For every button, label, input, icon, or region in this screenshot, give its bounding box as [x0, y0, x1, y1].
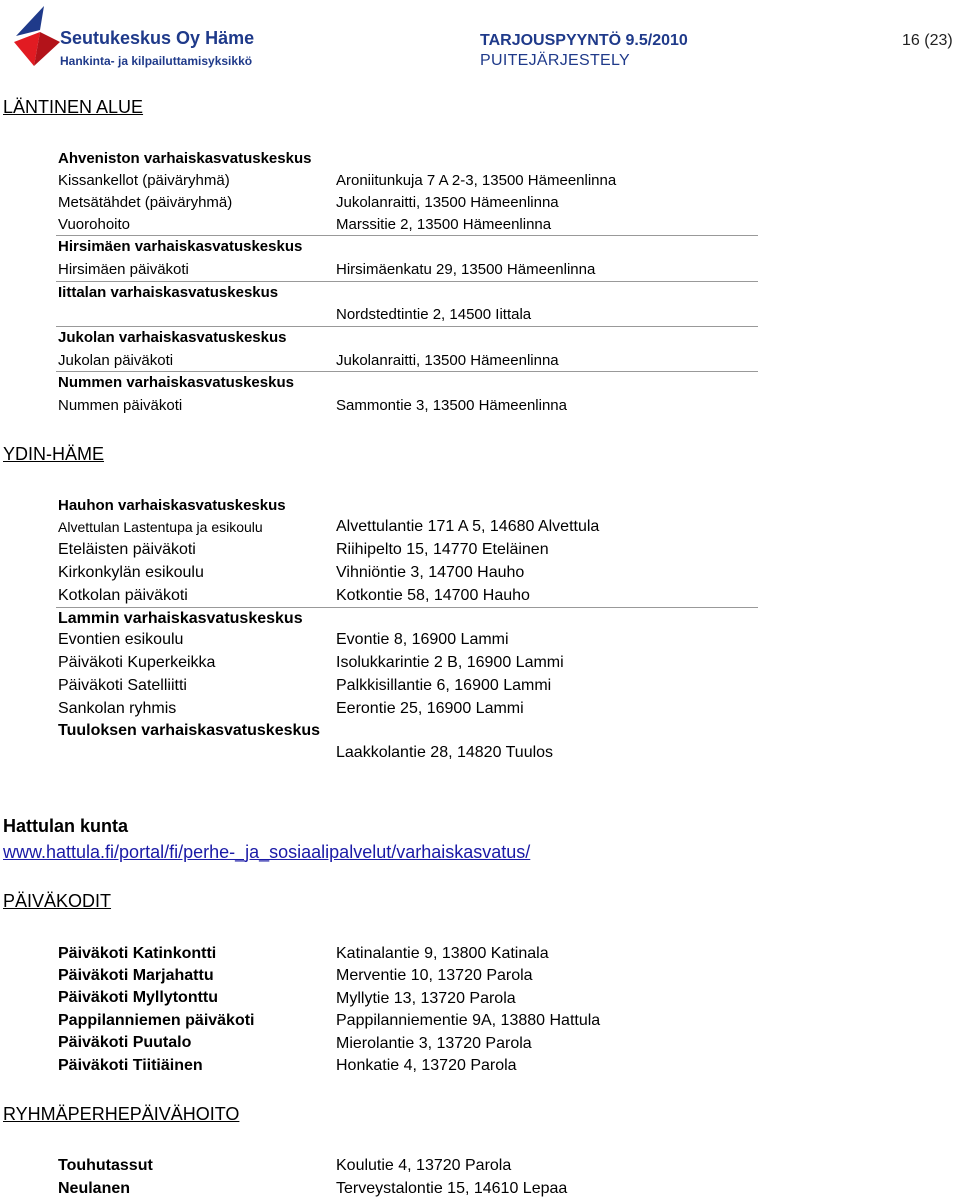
daycare-name: Neulanen: [58, 1180, 131, 1197]
unit-address: Hirsimäenkatu 29, 13500 Hämeenlinna: [336, 261, 596, 278]
unit-address: Evontie 8, 16900 Lammi: [336, 631, 509, 648]
daycare-address: Terveystalontie 15, 14610 Lepaa: [336, 1180, 568, 1197]
daycare-name: Päiväkoti Myllytonttu: [58, 989, 219, 1006]
unit-name: Nummen päiväkoti: [58, 397, 183, 414]
daycare-name: Päiväkoti Puutalo: [58, 1034, 192, 1051]
unit-name: Hirsimäen päiväkoti: [58, 261, 189, 278]
unit-name: Päiväkoti Satelliitti: [58, 677, 187, 694]
doc-title: TARJOUSPYYNTÖ 9.5/2010: [480, 32, 688, 49]
unit-name: Kotkolan päiväkoti: [58, 587, 188, 604]
unit-address: Sammontie 3, 13500 Hämeenlinna: [336, 397, 567, 414]
unit-name: Jukolan päiväkoti: [58, 352, 174, 369]
unit-address: Riihipelto 15, 14770 Eteläinen: [336, 541, 549, 558]
daycare-address: Pappilanniementie 9A, 13880 Hattula: [336, 1012, 601, 1029]
daycare-address: Merventie 10, 13720 Parola: [336, 967, 533, 984]
group-header: Ahveniston varhaiskasvatuskeskus: [58, 150, 312, 167]
unit-address: Kotkontie 58, 14700 Hauho: [336, 587, 530, 604]
daycare-name: Päiväkoti Tiitiäinen: [58, 1057, 203, 1074]
unit-address: Alvettulantie 171 A 5, 14680 Alvettula: [336, 518, 600, 535]
group-header: Tuuloksen varhaiskasvatuskeskus: [58, 722, 321, 739]
unit-address: Aroniitunkuja 7 A 2-3, 13500 Hämeenlinna: [336, 172, 617, 189]
unit-address: Marssitie 2, 13500 Hämeenlinna: [336, 216, 552, 233]
unit-address: Palkkisillantie 6, 16900 Lammi: [336, 677, 552, 694]
unit-address: Jukolanraitti, 13500 Hämeenlinna: [336, 352, 559, 369]
unit-name: Alvettulan Lastentupa ja esikoulu: [58, 519, 263, 535]
unit-address: Eerontie 25, 16900 Lammi: [336, 700, 524, 717]
daycare-address: Honkatie 4, 13720 Parola: [336, 1057, 517, 1074]
unit-name: Vuorohoito: [58, 216, 130, 233]
section-title-paivakodit: PÄIVÄKODIT: [3, 891, 112, 911]
row-divider: [56, 371, 758, 372]
daycare-address: Myllytie 13, 13720 Parola: [336, 990, 516, 1007]
seutukeskus-logo: [10, 2, 62, 66]
group-header: Iittalan varhaiskasvatuskeskus: [58, 284, 279, 301]
daycare-address: Katinalantie 9, 13800 Katinala: [336, 945, 549, 962]
unit-address: Nordstedtintie 2, 14500 Iittala: [336, 306, 532, 323]
group-header: Jukolan varhaiskasvatuskeskus: [58, 329, 287, 346]
daycare-address: Koulutie 4, 13720 Parola: [336, 1157, 512, 1174]
org-name: Seutukeskus Oy Häme: [60, 28, 255, 48]
row-divider: [56, 281, 758, 282]
unit-name: Kissankellot (päiväryhmä): [58, 172, 230, 189]
row-divider: [56, 607, 758, 608]
daycare-name: Päiväkoti Katinkontti: [58, 945, 217, 962]
group-header: Hauhon varhaiskasvatuskeskus: [58, 497, 286, 514]
doc-subtitle: PUITEJÄRJESTELY: [480, 52, 631, 69]
group-header: Hirsimäen varhaiskasvatuskeskus: [58, 238, 303, 255]
daycare-address: Mierolantie 3, 13720 Parola: [336, 1035, 532, 1052]
unit-name: Päiväkoti Kuperkeikka: [58, 654, 216, 671]
section-title-ryhmaperhe: RYHMÄPERHEPÄIVÄHOITO: [3, 1104, 240, 1124]
daycare-name: Pappilanniemen päiväkoti: [58, 1012, 255, 1029]
org-unit: Hankinta- ja kilpailuttamisyksikkö: [60, 54, 253, 68]
unit-address: Jukolanraitti, 13500 Hämeenlinna: [336, 194, 559, 211]
section-title-lantinen: LÄNTINEN ALUE: [3, 97, 144, 117]
group-header: Nummen varhaiskasvatuskeskus: [58, 374, 294, 391]
unit-name: Metsätähdet (päiväryhmä): [58, 194, 233, 211]
unit-address: Isolukkarintie 2 B, 16900 Lammi: [336, 654, 564, 671]
daycare-name: Touhutassut: [58, 1157, 153, 1174]
unit-address: Laakkolantie 28, 14820 Tuulos: [336, 744, 554, 761]
group-header: Lammin varhaiskasvatuskeskus: [58, 610, 303, 627]
row-divider: [56, 326, 758, 327]
unit-address: Vihniöntie 3, 14700 Hauho: [336, 564, 525, 581]
daycare-name: Päiväkoti Marjahattu: [58, 967, 214, 984]
hattula-link[interactable]: www.hattula.fi/portal/fi/perhe-_ja_sosiaalipalvelut/varhaiskasvatus/: [3, 842, 531, 862]
unit-name: Sankolan ryhmis: [58, 700, 177, 717]
unit-name: Evontien esikoulu: [58, 631, 184, 648]
unit-name: Eteläisten päiväkoti: [58, 541, 196, 558]
municipality-title: Hattulan kunta: [3, 816, 129, 836]
section-title-ydin: YDIN-HÄME: [3, 444, 105, 464]
row-divider: [56, 235, 758, 236]
page-number: 16 (23): [902, 32, 953, 49]
unit-name: Kirkonkylän esikoulu: [58, 564, 204, 581]
